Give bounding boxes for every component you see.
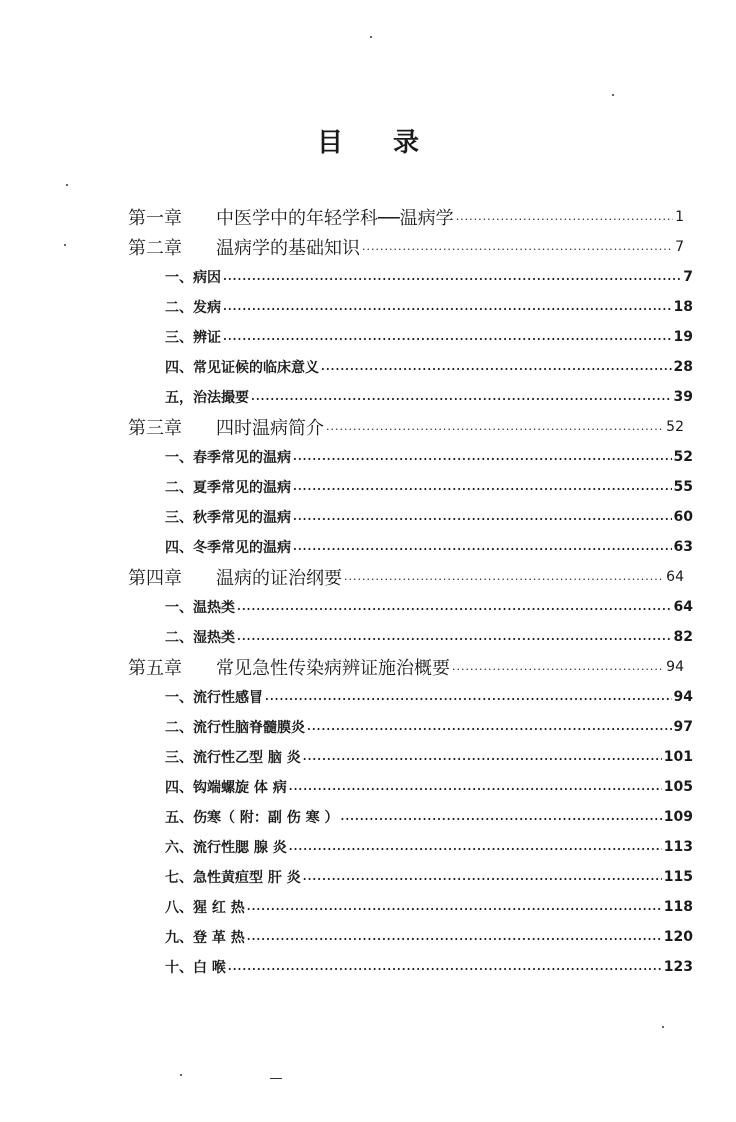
toc-leader <box>223 304 672 315</box>
toc-num: 七、 <box>165 870 193 886</box>
toc-section <box>165 832 693 862</box>
toc-leader <box>293 484 672 495</box>
toc-title: 猩 红 热 <box>193 900 245 916</box>
toc-title: 湿热类 <box>193 630 235 646</box>
toc-title: 常见急性传染病辨证施治概要 <box>216 658 450 679</box>
page-title-part2: 录 <box>393 128 420 158</box>
toc-section <box>165 442 693 472</box>
toc-title: 发病 <box>193 300 221 316</box>
toc-section <box>165 382 693 412</box>
toc-leader <box>362 244 673 255</box>
toc-page: 39 <box>673 389 693 405</box>
toc-section <box>165 472 693 502</box>
toc-title: 流行性感冒 <box>193 690 263 706</box>
toc-leader <box>326 424 664 435</box>
page-title-part1: 目 <box>316 128 343 158</box>
toc-num: 一、 <box>165 690 193 706</box>
toc-leader <box>289 784 662 795</box>
scan-speck <box>66 184 68 186</box>
toc-section <box>165 862 693 892</box>
toc-num: 六、 <box>165 840 193 856</box>
toc-leader <box>293 544 672 555</box>
toc-title: 中医学中的年轻学科──温病学 <box>216 208 454 229</box>
toc-num: 二、 <box>165 480 193 496</box>
toc-num: 二、 <box>165 720 193 736</box>
toc-page: 123 <box>663 959 693 975</box>
toc-section <box>165 352 693 382</box>
scan-speck <box>662 1026 664 1028</box>
toc-section <box>165 502 693 532</box>
toc-num: 一、 <box>165 600 193 616</box>
toc-page: 113 <box>663 839 693 855</box>
toc-title: 流行性脑脊髓膜炎 <box>193 720 305 736</box>
toc-page: 64 <box>666 569 684 585</box>
toc-title: 温病学的基础知识 <box>216 238 360 259</box>
toc-title: 急性黄疸型 肝 炎 <box>193 870 301 886</box>
toc-section <box>165 292 693 322</box>
toc-chapter-5 <box>128 652 684 682</box>
toc-num: 九、 <box>165 930 193 946</box>
toc-title: 常见证候的临床意义 <box>193 360 319 376</box>
toc-leader <box>223 274 681 285</box>
toc-section <box>165 622 693 652</box>
toc-section <box>165 892 693 922</box>
toc-page: 64 <box>673 599 693 615</box>
toc-num: 第三章 <box>128 418 182 439</box>
toc-leader <box>251 394 672 405</box>
toc-leader <box>452 664 664 675</box>
toc-page: 63 <box>673 539 693 555</box>
toc-num: 第二章 <box>128 238 182 259</box>
toc-page: 109 <box>663 809 693 825</box>
toc-num: 二、 <box>165 300 193 316</box>
toc-num: 第一章 <box>128 208 182 229</box>
toc-num: 第五章 <box>128 658 182 679</box>
toc-title: 伤寒（ 附：副 伤 寒 ） <box>193 810 339 826</box>
toc-num: 三、 <box>165 750 193 766</box>
toc-num: 一、 <box>165 270 193 286</box>
toc-page: 52 <box>666 419 684 435</box>
toc-title: 登 革 热 <box>193 930 245 946</box>
page-title <box>0 122 736 159</box>
toc-title: 冬季常见的温病 <box>193 540 291 556</box>
toc-leader <box>293 454 672 465</box>
toc-title: 治法撮要 <box>193 390 249 406</box>
toc-leader <box>289 844 662 855</box>
toc-num: 二、 <box>165 630 193 646</box>
toc-leader <box>321 364 672 375</box>
toc-section <box>165 922 693 952</box>
toc-leader <box>247 904 662 915</box>
toc-title: 夏季常见的温病 <box>193 480 291 496</box>
toc-page: 28 <box>673 359 693 375</box>
toc-leader <box>341 814 662 825</box>
toc-section <box>165 742 693 772</box>
toc-title: 春季常见的温病 <box>193 450 291 466</box>
toc-title: 白 喉 <box>193 960 226 976</box>
toc-page: 18 <box>673 299 693 315</box>
toc-leader <box>237 604 672 615</box>
toc-page: 120 <box>663 929 693 945</box>
toc-leader <box>456 214 673 225</box>
toc-num: 四、 <box>165 540 193 556</box>
toc-num: 五， <box>165 390 193 406</box>
toc-section <box>165 322 693 352</box>
toc-section <box>165 952 693 982</box>
toc-num: 一、 <box>165 450 193 466</box>
toc-page: 55 <box>673 479 693 495</box>
toc-page: 52 <box>673 449 693 465</box>
toc-num: 三、 <box>165 510 193 526</box>
toc-page: 7 <box>683 269 693 285</box>
toc-page: 82 <box>673 629 693 645</box>
toc-title: 流行性乙型 脑 炎 <box>193 750 301 766</box>
toc-leader <box>293 514 672 525</box>
toc-section <box>165 262 693 292</box>
toc-section <box>165 772 693 802</box>
toc-num: 三、 <box>165 330 193 346</box>
toc-num: 十、 <box>165 960 193 976</box>
toc-page: 19 <box>673 329 693 345</box>
toc-leader <box>303 874 662 885</box>
toc-page: 118 <box>663 899 693 915</box>
toc-title: 流行性腮 腺 炎 <box>193 840 287 856</box>
toc-page: 7 <box>675 239 684 255</box>
toc-page: 60 <box>673 509 693 525</box>
toc-page: 94 <box>673 689 693 705</box>
toc-page: 1 <box>675 209 684 225</box>
toc-section <box>165 592 693 622</box>
toc-num: 五、 <box>165 810 193 826</box>
toc-title: 辨证 <box>193 330 221 346</box>
toc-title: 温病的证治纲要 <box>216 568 342 589</box>
toc-leader <box>223 334 672 345</box>
toc-num: 八、 <box>165 900 193 916</box>
toc-page: 105 <box>663 779 693 795</box>
toc-section <box>165 532 693 562</box>
scan-speck <box>612 94 614 96</box>
toc-chapter-2 <box>128 232 684 262</box>
toc-leader <box>344 574 664 585</box>
toc-title: 四时温病简介 <box>216 418 324 439</box>
toc-chapter-4 <box>128 562 684 592</box>
toc-section <box>165 802 693 832</box>
toc-section <box>165 682 693 712</box>
toc-leader <box>307 724 672 735</box>
toc-page: 97 <box>673 719 693 735</box>
toc-section <box>165 712 693 742</box>
scan-speck <box>270 1078 282 1079</box>
toc-chapter-1 <box>128 202 684 232</box>
toc-page: 115 <box>663 869 693 885</box>
toc-title: 钩端螺旋 体 病 <box>193 780 287 796</box>
toc-page: 94 <box>666 659 684 675</box>
toc-title: 温热类 <box>193 600 235 616</box>
toc-num: 四、 <box>165 780 193 796</box>
toc-title: 秋季常见的温病 <box>193 510 291 526</box>
scan-speck <box>64 244 66 246</box>
toc-num: 四、 <box>165 360 193 376</box>
toc-leader <box>265 694 672 705</box>
scan-speck <box>370 36 372 38</box>
toc-leader <box>303 754 662 765</box>
toc-chapter-3 <box>128 412 684 442</box>
toc-leader <box>228 964 662 975</box>
scan-speck <box>180 1074 182 1076</box>
toc-title: 病因 <box>193 270 221 286</box>
toc-num: 第四章 <box>128 568 182 589</box>
toc-page: 101 <box>663 749 693 765</box>
toc-leader <box>247 934 662 945</box>
toc-leader <box>237 634 672 645</box>
